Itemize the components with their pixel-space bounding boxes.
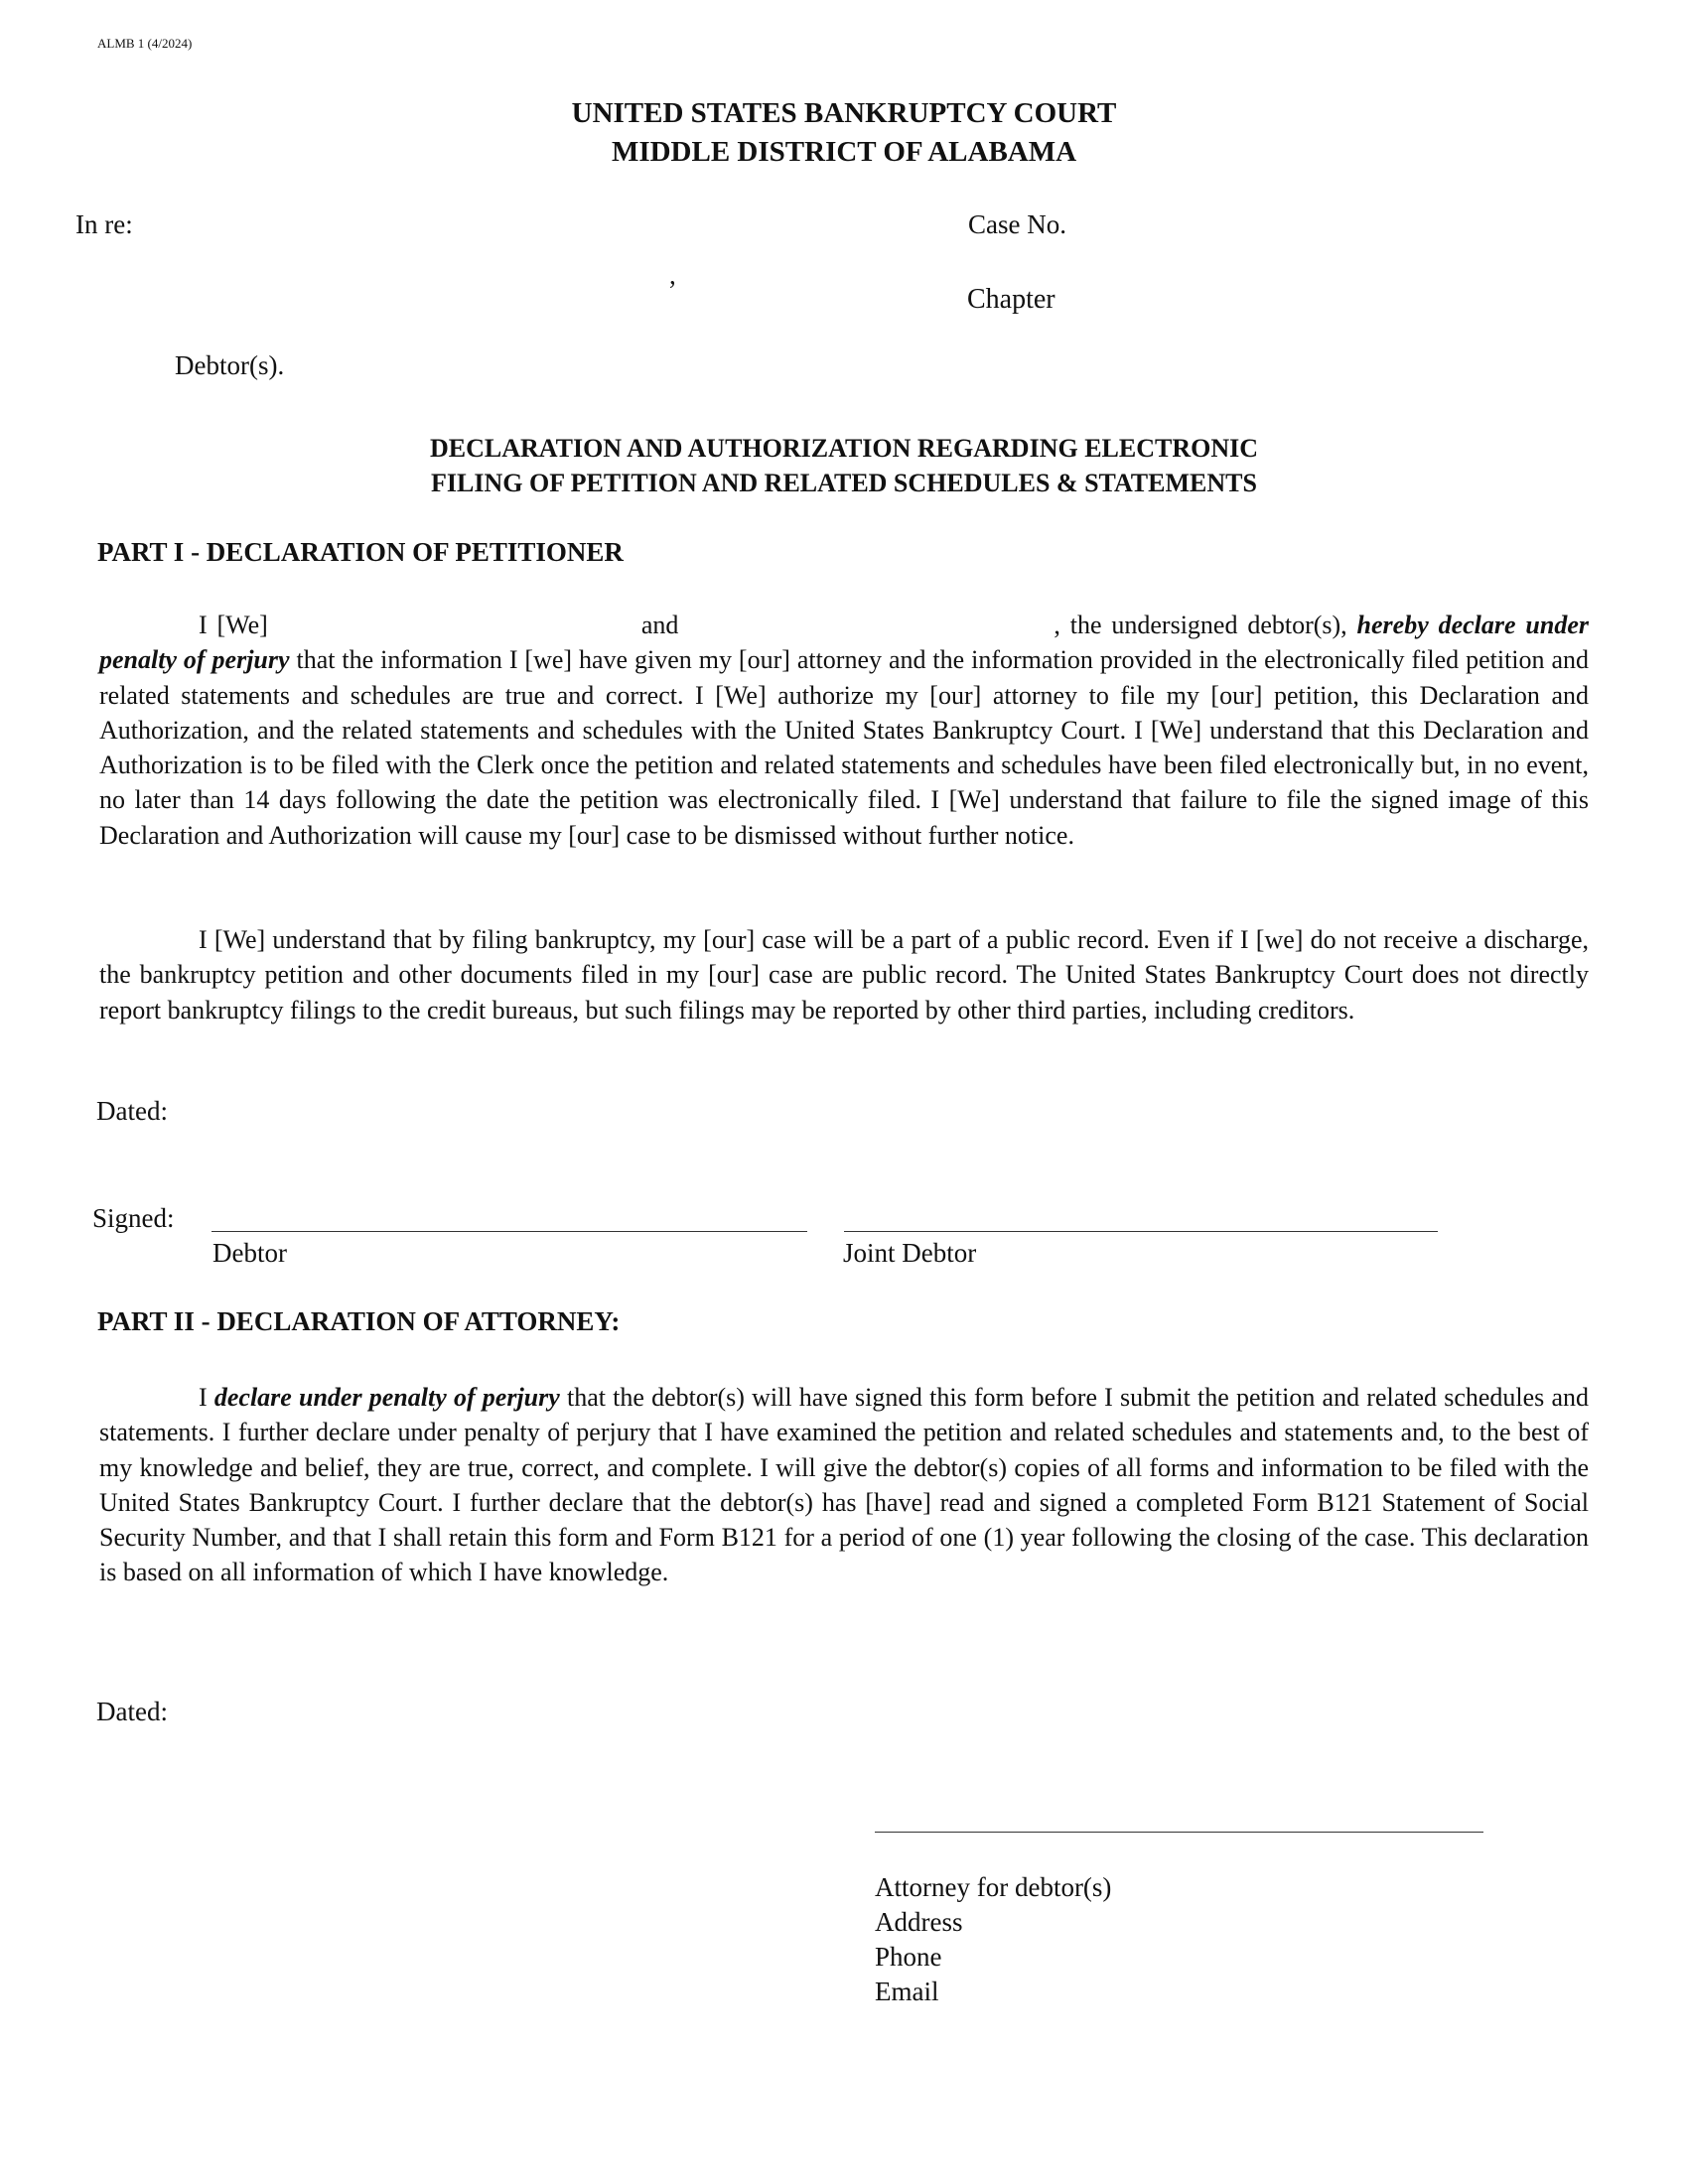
p1-mid: , the undersigned debtor(s), [1054,611,1347,639]
part1-heading: PART I - DECLARATION OF PETITIONER [97,537,624,567]
p2-emphasis: declare under penalty of perjury [213,1383,560,1412]
part1-dated-label: Dated: [96,1096,168,1126]
p1-emphasis: hereby declare under penalty of perjury [99,611,1589,675]
court-district: MIDDLE DISTRICT OF ALABAMA [611,136,1077,168]
attorney-label: Attorney for debtor(s) [875,1872,1112,1902]
form-id: ALMB 1 (4/2024) [97,36,193,51]
p1-and: and [640,611,679,639]
joint-debtor-label: Joint Debtor [843,1238,977,1268]
debtor-signature-line[interactable] [211,1231,807,1232]
attorney-signature-line[interactable] [875,1832,1483,1833]
debtors-label: Debtor(s). [175,350,285,380]
case-no-label: Case No. [968,209,1066,239]
signed-label: Signed: [92,1203,175,1233]
part1-public-record-paragraph: I [We] understand that by filing bankruptcy, my [our] case will be a part of a public record. Even if I [we] do not receive a discharge, the bankruptcy petition and other documents filed in my [our] case are public record. The United States Bankruptcy Court does not directly report bankruptcy filings to the credit bureaus, but such filings may be reported by other third parties, including creditors. [99,925,1589,1024]
phone-label: Phone [875,1942,942,1972]
part1-declaration-paragraph [99,608,1589,853]
caption-comma: , [669,260,676,290]
court-name: UNITED STATES BANKRUPTCY COURT [571,97,1117,129]
address-label: Address [875,1907,963,1937]
document-title-line2: FILING OF PETITION AND RELATED SCHEDULES & STATEMENTS [431,469,1257,497]
part2-declaration-paragraph [99,1380,1589,1590]
joint-debtor-signature-line[interactable] [844,1231,1438,1232]
email-label: Email [875,1977,939,2006]
part2-dated-label: Dated: [96,1697,168,1726]
p2-start: I [199,1383,208,1412]
p1-start: I [We] [199,611,268,639]
chapter-label: Chapter [967,284,1055,315]
document-title-line1: DECLARATION AND AUTHORIZATION REGARDING ELECTRONIC [429,434,1259,463]
p2-rest: that the debtor(s) will have signed this form before I submit the petition and related schedules and statements. I further declare under penalty of perjury that I have examined the petition and related schedules and statements and, to the best of my knowledge and belief, they are true, correct, and complete. I will give the debtor(s) copies of all forms and information to be filed with the United States Bankruptcy Court. I further declare that the debtor(s) has [have] read and signed a completed Form B121 Statement of Social Security Number, and that I shall retain this form and Form B121 for a period of one (1) year following the closing of the case. This declaration is based on all information of which I have knowledge. [99,1383,1590,1587]
debtor-label: Debtor [212,1238,287,1268]
p1-rest: that the information I [we] have given my [our] attorney and the information provided in the electronically filed petition and related statements and schedules are true and correct. I [We] authorize my [our] attorney to file my [our] petition, this Declaration and Authorization, and the related statements and schedules with the United States Bankruptcy Court. I [We] understand that this Declaration and Authorization is to be filed with the Clerk once the petition and related statements and schedules have been filed electronically but, in no event, no later than 14 days following the date the petition was electronically filed. I [We] understand that failure to file the signed image of this Declaration and Authorization will cause my [our] case to be dismissed without further notice. [99,645,1590,850]
part2-heading: PART II - DECLARATION OF ATTORNEY: [97,1306,621,1336]
in-re-label: In re: [75,209,133,239]
